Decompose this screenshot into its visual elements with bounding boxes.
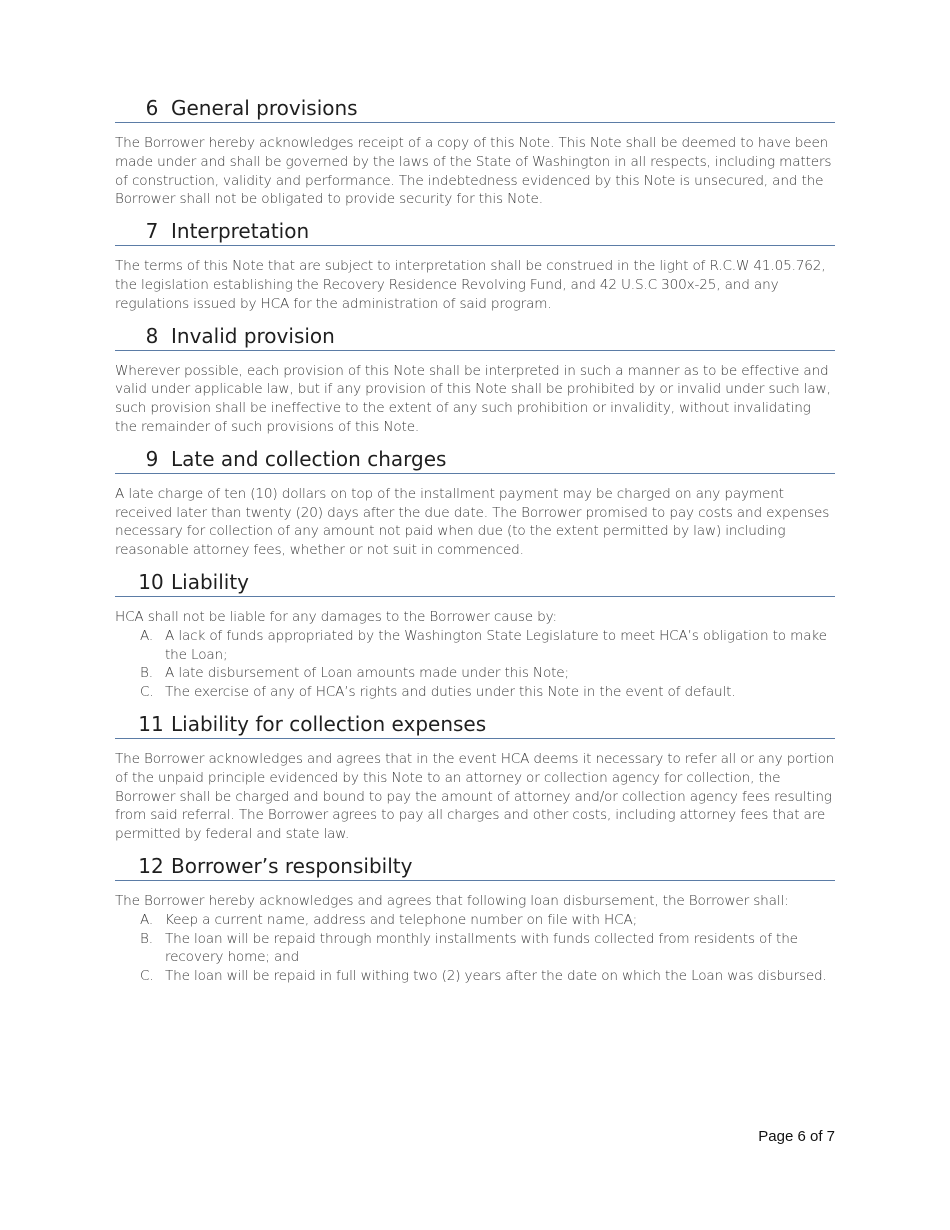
- section-paragraph: The Borrower acknowledges and agrees that in the event HCA deems it necessary to refer all or any portion of the unpaid principle evidenced by this Note to an attorney or collection agency for collection, the Borrower shall be charged and bound to pay the amount of attorney and/or collection agency fees resulting from said referral. The Borrower agrees to pay all charges and other costs, including attorney fees that are permitted by federal and state law.: [115, 750, 835, 843]
- section-title: Liability: [171, 569, 249, 594]
- section-interpretation: [115, 219, 835, 313]
- page-number: Page 6 of 7: [758, 1128, 835, 1145]
- section-number: 9: [145, 446, 159, 471]
- section-invalid-provision: [115, 324, 835, 437]
- section-number: 6: [145, 96, 159, 120]
- list-item-text: The loan will be repaid in full withing two (2) years after the date on which the Loan was disbursed.: [165, 968, 827, 985]
- section-liability: [115, 570, 835, 702]
- lettered-list: [115, 627, 835, 702]
- section-title: Invalid provision: [171, 323, 335, 348]
- list-item: [140, 967, 835, 986]
- section-heading: [115, 447, 835, 474]
- lettered-list: [115, 911, 835, 986]
- list-item: [140, 683, 835, 702]
- section-number: 7: [145, 219, 159, 244]
- list-item: [140, 627, 835, 665]
- section-heading: [115, 712, 835, 739]
- section-title: General provisions: [171, 96, 358, 120]
- section-paragraph: The Borrower hereby acknowledges receipt of a copy of this Note. This Note shall be deemed to have been made under and shall be governed by the laws of the State of Washington in all respects, including matters of construction, validity and performance. The indebtedness evidenced by this Note is unsecured, and the Borrower shall not be obligated to provide security for this Note.: [115, 135, 832, 208]
- list-item-text: The loan will be repaid through monthly installments with funds collected from residents of the recovery home; and: [165, 930, 798, 966]
- section-title: Late and collection charges: [171, 446, 447, 471]
- section-paragraph: HCA shall not be liable for any damages to the Borrower cause by:: [115, 608, 557, 625]
- section-heading: [115, 219, 835, 246]
- section-general-provisions: [115, 96, 835, 209]
- section-number: 11: [138, 711, 164, 736]
- section-paragraph: The terms of this Note that are subject to interpretation shall be construed in the light of R.C.W 41.05.762, the legislation establishing the Recovery Residence Revolving Fund, and 42 U.S.C 300x-25, and any regulations issued by HCA for the administration of said program.: [115, 258, 826, 312]
- section-liability-collection-expenses: [115, 712, 835, 844]
- list-item: [140, 911, 835, 930]
- section-number: 12: [138, 853, 164, 878]
- list-marker: A.: [140, 627, 154, 644]
- list-marker: A.: [140, 911, 154, 928]
- section-paragraph: Wherever possible, each provision of this Note shall be interpreted in such a manner as to be effective and valid under applicable law, but if any provision of this Note shall be prohibited by or invalid under such law, such provision shall be ineffective to the extent of any such prohibition or invalidity, without invalidating the remainder of such provisions of this Note.: [115, 362, 831, 435]
- section-number: 10: [138, 569, 164, 594]
- section-heading: [115, 324, 835, 351]
- document-content: [115, 96, 835, 996]
- section-heading: [115, 570, 835, 597]
- section-title: Liability for collection expenses: [171, 711, 487, 736]
- list-marker: B.: [140, 930, 153, 947]
- list-item-text: The exercise of any of HCA’s rights and duties under this Note in the event of default.: [165, 684, 736, 701]
- section-paragraph: The Borrower hereby acknowledges and agrees that following loan disbursement, the Borrower shall:: [115, 892, 789, 909]
- list-item-text: Keep a current name, address and telephone number on file with HCA;: [165, 911, 638, 928]
- list-item-text: A late disbursement of Loan amounts made under this Note;: [165, 665, 569, 682]
- list-marker: B.: [140, 665, 153, 682]
- section-heading: [115, 96, 835, 123]
- section-title: Borrower’s responsibilty: [171, 853, 413, 878]
- list-item: [140, 664, 835, 683]
- list-marker: C.: [140, 684, 154, 701]
- list-item-text: A lack of funds appropriated by the Washington State Legislature to meet HCA’s obligation to make the Loan;: [165, 627, 827, 663]
- section-paragraph: A late charge of ten (10) dollars on top of the installment payment may be charged on any payment received later than twenty (20) days after the due date. The Borrower promised to pay costs and expenses necessary for collection of any amount not paid when due (to the extent permitted by law) including reasonable attorney fees, whether or not suit in commenced.: [115, 485, 830, 559]
- section-heading: [115, 854, 835, 881]
- list-item: [140, 930, 835, 968]
- section-title: Interpretation: [171, 219, 310, 244]
- section-borrower-responsibility: [115, 854, 835, 986]
- section-number: 8: [145, 323, 159, 348]
- section-late-collection-charges: [115, 447, 835, 560]
- list-marker: C.: [140, 968, 154, 985]
